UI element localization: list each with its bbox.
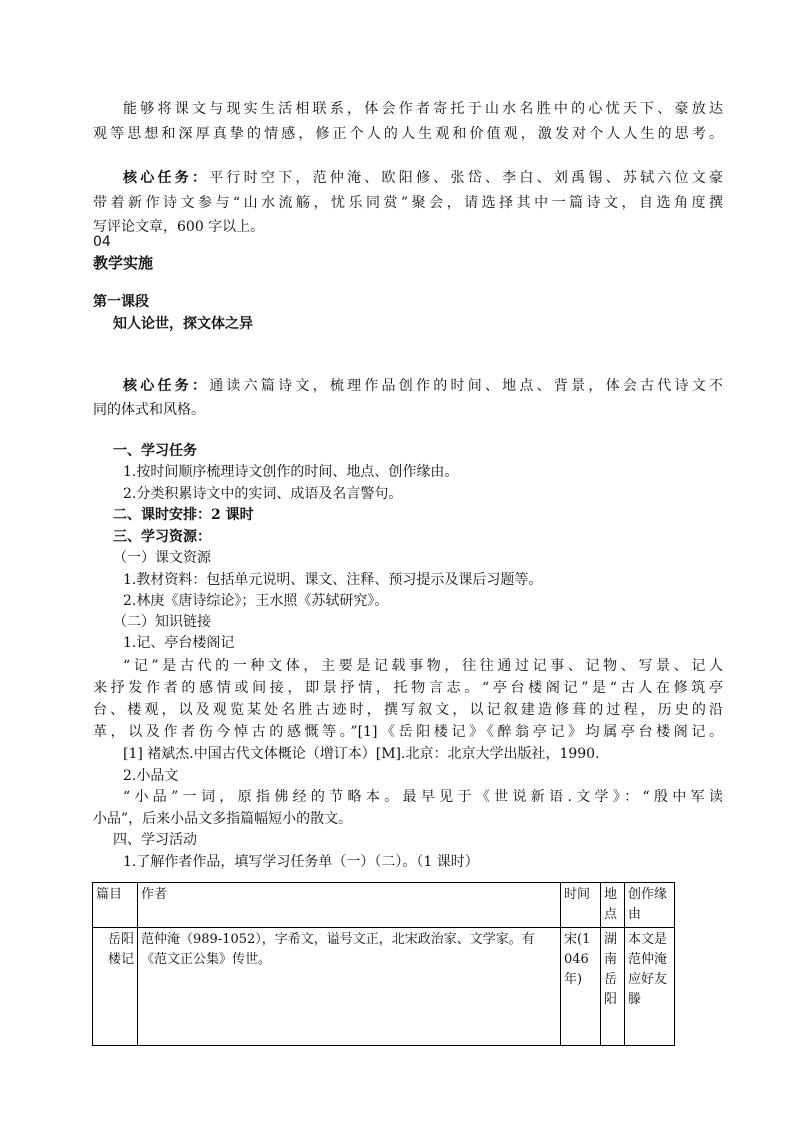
knowledge-1-para-line-4: 革，以及作者伤今悼古的感慨等。”[1]《岳阳楼记》《醉翁亭记》均属亭台楼阁记。: [93, 724, 723, 740]
cell-reason: 本文是范仲淹应好友滕: [625, 928, 675, 1046]
sub-heading-knowledge-links: （二）知识链接: [113, 614, 211, 630]
intro-line-1: 能够将课文与现实生活相联系，体会作者寄托于山水名胜中的心忧天下、豪放达: [123, 101, 723, 117]
core-task-2-text: 通读六篇诗文，梳理作品创作的时间、地点、背景，体会古代诗文不: [209, 378, 724, 394]
knowledge-1-title: 1.记、亭台楼阁记: [123, 635, 235, 651]
core-task-label: 核心任务：: [123, 170, 210, 186]
cell-time: 宋(1046年): [561, 928, 601, 1046]
core-task-2-label: 核心任务：: [123, 378, 210, 394]
core-task-2-line-2: 同的体式和风格。: [93, 402, 205, 418]
core-task-text: 平行时空下，范仲淹、欧阳修、张岱、李白、刘禹锡、苏轼六位文豪: [209, 170, 724, 186]
table-header-row: [93, 883, 675, 928]
cell-author: 范仲淹（989-1052），字希文，谥号文正，北宋政治家、文学家。有《范文正公集》传世。: [138, 928, 561, 1046]
knowledge-1-para-line-1: “记”是古代的一种文体，主要是记载事物，往往通过记事、记物、写景、记人: [123, 658, 723, 674]
heading-activities: 四、学习活动: [113, 832, 197, 848]
header-author: 作者: [138, 883, 561, 928]
header-time: 时间: [561, 883, 601, 928]
header-title: 篇目: [93, 883, 138, 928]
resource-1: 1.教材资料：包括单元说明、课文、注释、预习提示及课后习题等。: [123, 572, 543, 588]
header-reason: 创作缘由: [625, 883, 675, 928]
sub-heading-text-resources: （一）课文资源: [113, 550, 211, 566]
learning-task-2: 2.分类积累诗文中的实词、成语及名言警句。: [123, 486, 403, 502]
knowledge-2-para-line-2: 小品”，后来小品文多指篇幅短小的散文。: [93, 811, 353, 827]
core-task-2-line-1: [123, 376, 723, 396]
core-task-1-line-3: 写评论文章，600 字以上。: [93, 219, 265, 235]
header-place: 地点: [601, 883, 625, 928]
section-number: 04: [93, 234, 111, 250]
task-sheet-table: [92, 882, 675, 1046]
cell-place: 湖南岳阳: [601, 928, 625, 1046]
activity-1: 1.了解作者作品，填写学习任务单（一）（二）。（1 课时）: [123, 854, 479, 870]
intro-line-2: 观等思想和深厚真挚的情感，修正个人的人生观和价值观，激发对个人人生的思考。: [93, 126, 723, 142]
heading-resources: 三、学习资源：: [113, 529, 211, 545]
cell-title: 岳阳楼记: [93, 928, 138, 1046]
core-task-1-line-2: 带着新作诗文参与“山水流觞，忧乐同赏”聚会，请选择其中一篇诗文，自选角度撰: [93, 195, 723, 211]
knowledge-1-para-line-3: 台、楼观，以及观览某处名胜古迹时，撰写叙文，以记叙建造修葺的过程，历史的沿: [93, 702, 723, 718]
section-title: 教学实施: [93, 254, 154, 272]
knowledge-2-title: 2.小品文: [123, 768, 179, 784]
footnote: [1] 褚斌杰.中国古代文体概论（增订本）[M].北京：北京大学出版社，1990.: [123, 746, 600, 762]
resource-2: 2.林庚《唐诗综论》；王水照《苏轼研究》。: [123, 593, 389, 609]
table-row: [93, 928, 675, 1046]
core-task-1-line-1: [123, 168, 723, 188]
knowledge-2-para-line-1: “小品”一词，原指佛经的节略本。最早见于《世说新语.文学》：“殷中军读: [123, 789, 723, 805]
stage-title: 第一课段: [93, 294, 149, 310]
stage-subtitle: 知人论世，探文体之异: [113, 316, 253, 332]
learning-task-1: 1.按时间顺序梳理诗文创作的时间、地点、创作缘由。: [123, 464, 459, 480]
heading-learning-tasks: 一、学习任务: [113, 443, 197, 459]
knowledge-1-para-line-2: 来抒发作者的感情或间接，即景抒情，托物言志。“亭台楼阁记”是“古人在修筑亭: [93, 680, 723, 696]
heading-schedule: 二、课时安排：2 课时: [113, 507, 254, 523]
